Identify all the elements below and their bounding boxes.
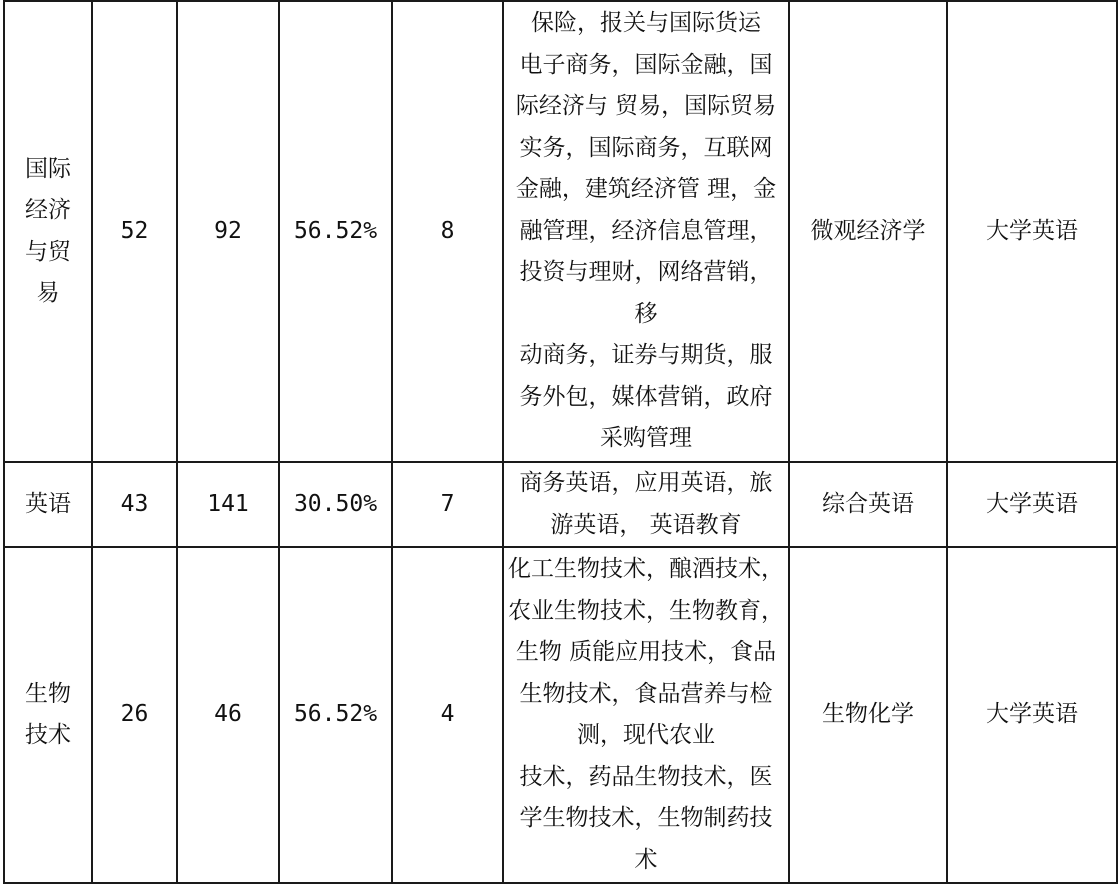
related-majors-line: 游英语， 英语教育 bbox=[550, 511, 742, 538]
related-majors-line: 际经济与 贸易，国际贸易 bbox=[515, 93, 777, 120]
related-majors-line: 商务英语，应用英语，旅 bbox=[519, 470, 773, 496]
major-name-line: 生物 bbox=[25, 680, 71, 707]
number-cell: 8 bbox=[392, 1, 503, 462]
major-name-line: 国际 bbox=[25, 155, 71, 182]
number-cell: 141 bbox=[177, 462, 279, 547]
number-cell: 56.52% bbox=[279, 1, 392, 462]
major-name-cell bbox=[4, 547, 92, 883]
number-cell: 52 bbox=[92, 1, 177, 462]
related-majors-cell bbox=[503, 462, 789, 547]
exam-course-cell: 大学英语 bbox=[947, 547, 1117, 883]
related-majors-line: 金融，建筑经济管 理，金 bbox=[515, 176, 777, 203]
exam-course-cell: 生物化学 bbox=[789, 547, 947, 883]
related-majors-line: 保险，报关与国际货运 bbox=[531, 10, 761, 37]
number-cell: 92 bbox=[177, 1, 279, 462]
related-majors-line: 投资与理财，网络营销， bbox=[519, 259, 773, 286]
related-majors-line: 技术，药品生物技术，医 bbox=[519, 763, 773, 790]
related-majors-line: 测，现代农业 bbox=[577, 722, 715, 748]
related-majors-line: 采购管理 bbox=[600, 425, 692, 452]
related-majors-line: 务外包，媒体营销，政府 bbox=[519, 383, 773, 410]
major-name-line: 与贸 bbox=[25, 238, 71, 265]
table-row bbox=[4, 547, 1117, 883]
related-majors-line: 移 bbox=[634, 300, 658, 327]
table-row bbox=[4, 1, 1117, 462]
related-majors-line: 化工生物技术，酿酒技术， bbox=[508, 556, 784, 582]
major-name-cell bbox=[4, 462, 92, 547]
related-majors-line: 生物技术，食品营养与检 bbox=[519, 680, 773, 707]
number-cell: 56.52% bbox=[279, 547, 392, 883]
table-row bbox=[4, 462, 1117, 547]
number-cell: 30.50% bbox=[279, 462, 392, 547]
related-majors-line: 生物 质能应用技术，食品 bbox=[515, 639, 777, 665]
major-name-line: 易 bbox=[36, 280, 60, 306]
related-majors-line: 动商务，证券与期货，服 bbox=[519, 342, 773, 369]
number-cell: 7 bbox=[392, 462, 503, 547]
related-majors-cell bbox=[503, 547, 789, 883]
related-majors-line: 电子商务，国际金融，国 bbox=[519, 51, 773, 78]
table-body bbox=[4, 1, 1117, 883]
related-majors-line: 实务，国际商务，互联网 bbox=[519, 134, 773, 161]
major-name-cell bbox=[4, 1, 92, 462]
related-majors-line: 学生物技术，生物制药技 bbox=[519, 805, 773, 831]
exam-course-cell: 微观经济学 bbox=[789, 1, 947, 462]
major-name-line: 技术 bbox=[25, 722, 71, 748]
related-majors-cell bbox=[503, 1, 789, 462]
related-majors-line: 融管理，经济信息管理， bbox=[519, 217, 773, 244]
majors-table bbox=[3, 0, 1118, 884]
exam-course-cell: 大学英语 bbox=[947, 1, 1117, 462]
related-majors-line: 术 bbox=[634, 846, 658, 873]
exam-course-cell: 大学英语 bbox=[947, 462, 1117, 547]
number-cell: 4 bbox=[392, 547, 503, 883]
number-cell: 46 bbox=[177, 547, 279, 883]
major-name-line: 经济 bbox=[25, 197, 71, 223]
major-name-line: 英语 bbox=[25, 490, 71, 517]
number-cell: 26 bbox=[92, 547, 177, 883]
related-majors-line: 农业生物技术，生物教育， bbox=[508, 597, 784, 624]
number-cell: 43 bbox=[92, 462, 177, 547]
exam-course-cell: 综合英语 bbox=[789, 462, 947, 547]
